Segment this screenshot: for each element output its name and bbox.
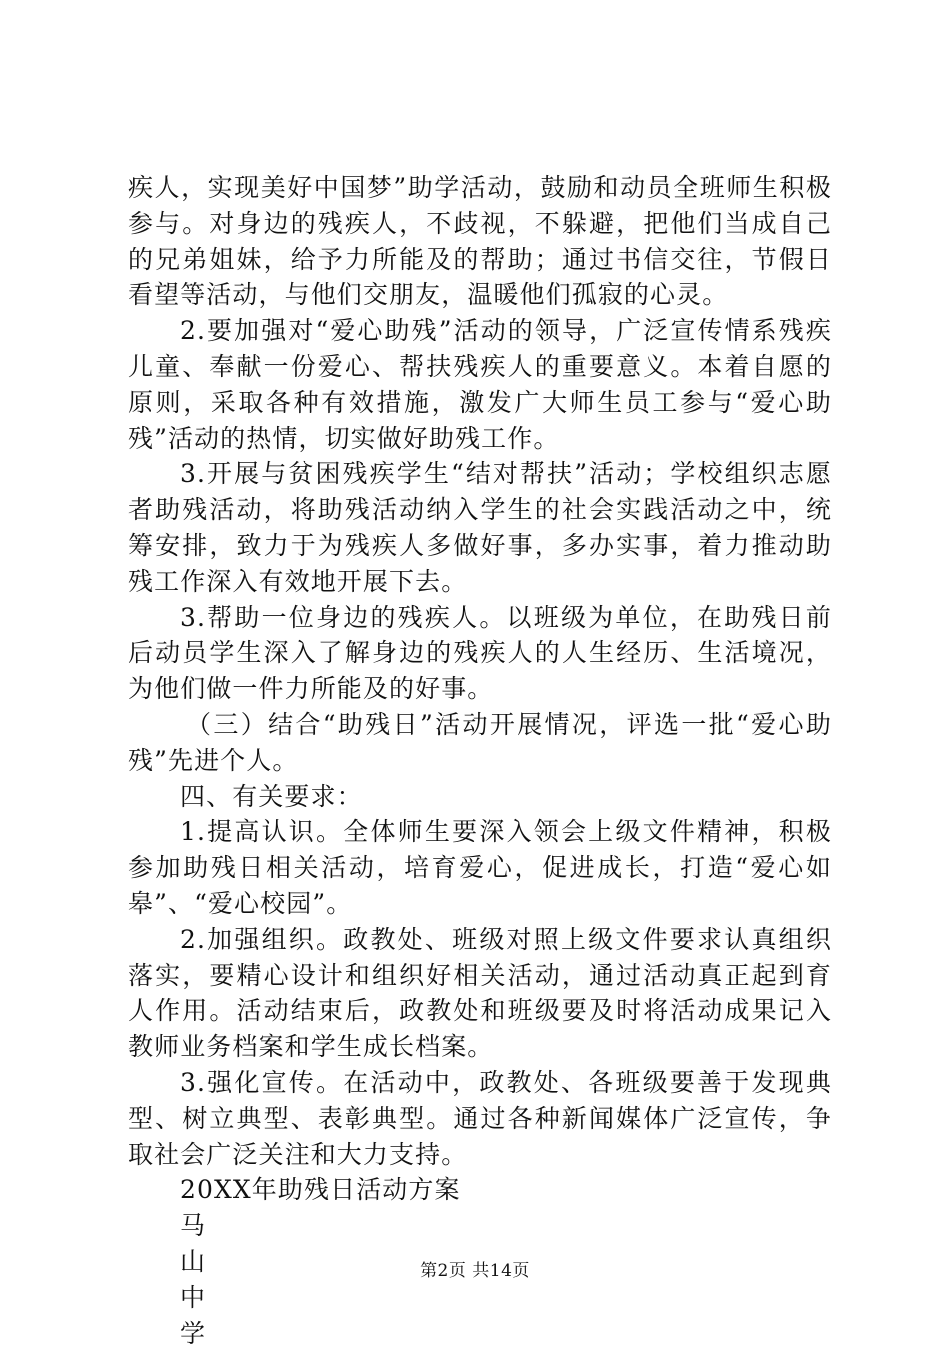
paragraph-item-2-leadership: 2.要加强对“爱心助残”活动的领导，广泛宣传情系残疾儿童、奉献一份爱心、帮扶残疾人的重要意义。本着自愿的原则，采取各种有效措施，激发广大师生员工参与“爱心助残”活动的热情，切实做好助残工作。 bbox=[128, 316, 832, 453]
paragraph-requirement-2: 2.加强组织。政教处、班级对照上级文件要求认真组织落实，要精心设计和组织好相关活动，通过活动真正起到育人作用。活动结束后，政教处和班级要及时将活动成果记入教师业务档案和学生成长档案。 bbox=[128, 924, 832, 1062]
paragraph-requirement-3: 3.强化宣传。在活动中，政教处、各班级要善于发现典型、树立典型、表彰典型。通过各种新闻媒体广泛宣传，争取社会广泛关注和大力支持。 bbox=[128, 1067, 832, 1169]
paragraph-item-3-pairing-assistance: 3.开展与贫困残疾学生“结对帮扶”活动；学校组织志愿者助残活动，将助残活动纳入学生的社会实践活动之中，统筹安排，致力于为残疾人多做好事，多办实事，着力推动助残工作深入有效地开展下去。 bbox=[128, 459, 832, 596]
page-footer bbox=[0, 1260, 950, 1282]
document-body bbox=[128, 170, 832, 1352]
page-number-label: 第2页 共14页 bbox=[420, 1261, 530, 1281]
paragraph-item-3-help-one-person: 3.帮助一位身边的残疾人。以班级为单位，在助残日前后动员学生深入了解身边的残疾人的人生经历、生活境况，为他们做一件力所能及的好事。 bbox=[128, 602, 832, 704]
paragraph-continuation: 疾人，实现美好中国梦”助学活动，鼓励和动员全班师生积极参与。对身边的残疾人，不歧视，不躲避，把他们当成自己的兄弟姐妹，给予力所能及的帮助；通过书信交往，节假日看望等活动，与他们交朋友，温暖他们孤寂的心灵。 bbox=[128, 173, 832, 310]
section-heading-requirements: 四、有关要求： bbox=[180, 781, 363, 811]
signature-char: 中 bbox=[180, 1283, 206, 1313]
signature-char: 学 bbox=[180, 1319, 206, 1349]
paragraph-section-three-selection: （三）结合“助残日”活动开展情况，评选一批“爱心助残”先进个人。 bbox=[128, 709, 832, 775]
paragraph-requirement-1: 1.提高认识。全体师生要深入领会上级文件精神，积极参加助残日相关活动，培育爱心，促进成长，打造“爱心如皋”、“爱心校园”。 bbox=[128, 817, 832, 918]
signature-char: 山 bbox=[180, 1247, 206, 1277]
document-subtitle: 20XX年助残日活动方案 bbox=[180, 1175, 461, 1205]
signature-char: 马 bbox=[180, 1211, 206, 1241]
